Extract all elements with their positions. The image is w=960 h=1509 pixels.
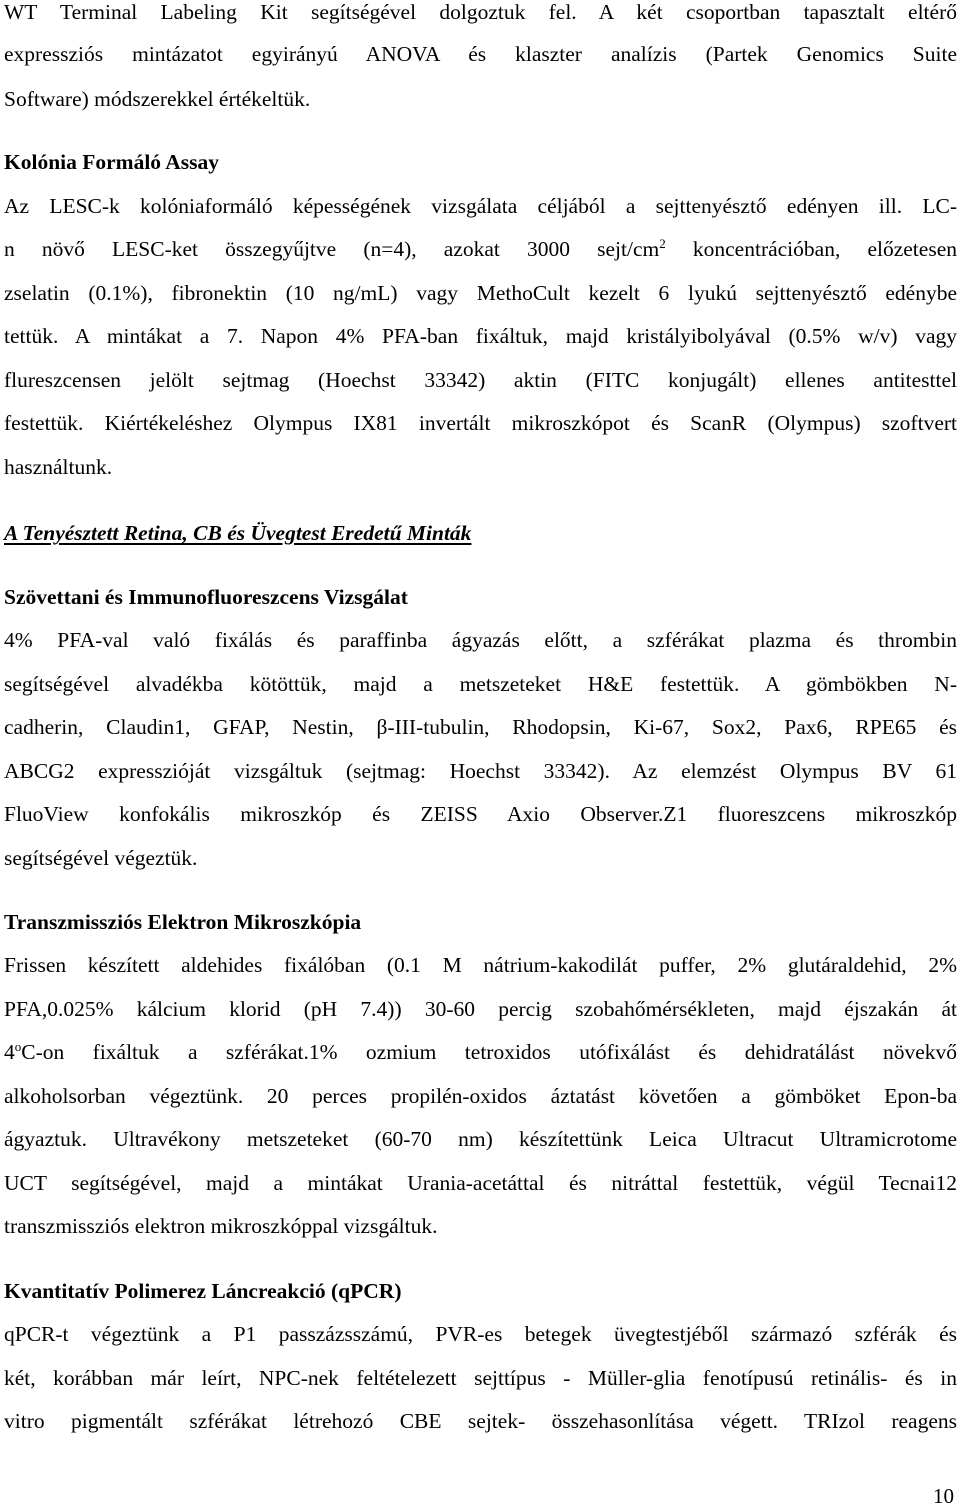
superscript: o xyxy=(14,1038,22,1054)
paragraph-line xyxy=(4,235,957,263)
paragraph-line: UCT segítségével, majd a mintákat Urania-acetáttal és nitráttal festettük, végül Tecnai12 xyxy=(4,1171,957,1195)
paragraph-line: festettük. Kiértékeléshez Olympus IX81 invertált mikroszkópot és ScanR (Olympus) szoftvert xyxy=(4,411,957,435)
section-title: A Tenyésztett Retina, CB és Üvegtest Eredetű Minták xyxy=(4,521,472,545)
paragraph-line: tettük. A mintákat a 7. Napon 4% PFA-ban fixáltuk, majd kristályibolyával (0.5% w/v) vagy xyxy=(4,324,957,348)
text-span: koncentrációban, előzetesen xyxy=(665,237,957,261)
paragraph-line: használtunk. xyxy=(4,455,113,479)
heading-histology: Szövettani és Immunofluoreszcens Vizsgálat xyxy=(4,585,408,609)
paragraph-line: Software) módszerekkel értékeltük. xyxy=(4,87,311,111)
paragraph-line: expressziós mintázatot egyirányú ANOVA és klaszter analízis (Partek Genomics Suite xyxy=(4,42,957,66)
paragraph-line: Frissen készített aldehides fixálóban (0.1 M nátrium-kakodilát puffer, 2% glutáraldehid, 2% xyxy=(4,953,957,977)
paragraph-line: segítségével végeztük. xyxy=(4,846,198,870)
text-span: C-on fixáltuk a szférákat.1% ozmium tetroxidos utófixálást és dehidratálást növekvő xyxy=(21,1040,957,1064)
paragraph-line: Az LESC-k kolóniaformáló képességének vizsgálata céljából a sejttenyésztő edényen ill. LC- xyxy=(4,194,957,218)
paragraph-line: transzmissziós elektron mikroszkóppal vizsgáltuk. xyxy=(4,1214,438,1238)
heading-qpcr: Kvantitatív Polimerez Láncreakció (qPCR) xyxy=(4,1279,402,1303)
paragraph-line: két, korábban már leírt, NPC-nek feltételezett sejttípus - Müller-glia fenotípusú retinális- és in xyxy=(4,1366,957,1390)
paragraph-line: FluoView konfokális mikroszkóp és ZEISS Axio Observer.Z1 fluoreszcens mikroszkóp xyxy=(4,802,957,826)
page-number: 10 xyxy=(933,1484,954,1508)
paragraph-line: segítségével alvadékba kötöttük, majd a metszeteket H&E festettük. A gömbökben N- xyxy=(4,672,957,696)
heading-tem: Transzmissziós Elektron Mikroszkópia xyxy=(4,910,362,934)
paragraph-line: ágyaztuk. Ultravékony metszeteket (60-70 nm) készítettünk Leica Ultracut Ultramicrotome xyxy=(4,1127,957,1151)
paragraph-line: cadherin, Claudin1, GFAP, Nestin, β-III-tubulin, Rhodopsin, Ki-67, Sox2, Pax6, RPE65 és xyxy=(4,715,957,739)
paragraph-line: 4% PFA-val való fixálás és paraffinba ágyazás előtt, a szférákat plazma és thrombin xyxy=(4,628,957,652)
paragraph-line: flureszcensen jelölt sejtmag (Hoechst 33342) aktin (FITC konjugált) ellenes antitesttel xyxy=(4,368,957,392)
paragraph-line: zselatin (0.1%), fibronektin (10 ng/mL) vagy MethoCult kezelt 6 lyukú sejttenyésztő edénybe xyxy=(4,281,957,305)
text-span: 4 xyxy=(4,1040,15,1064)
paragraph-line: vitro pigmentált szférákat létrehozó CBE sejtek- összehasonlítása végett. TRIzol reagens xyxy=(4,1409,957,1433)
paragraph-line: WT Terminal Labeling Kit segítségével dolgoztuk fel. A két csoportban tapasztalt eltérő xyxy=(4,0,957,24)
paragraph-line: alkoholsorban végeztünk. 20 perces propilén-oxidos áztatást követően a gömböket Epon-ba xyxy=(4,1084,957,1108)
text-span: n növő LESC-ket összegyűjtve (n=4), azokat 3000 sejt/cm xyxy=(4,237,660,261)
heading-colony-assay: Kolónia Formáló Assay xyxy=(4,150,220,174)
paragraph-line xyxy=(4,1038,957,1066)
paragraph-line: ABCG2 expresszióját vizsgáltuk (sejtmag: Hoechst 33342). Az elemzést Olympus BV 61 xyxy=(4,759,957,783)
paragraph-line: PFA,0.025% kálcium klorid (pH 7.4)) 30-60 percig szobahőmérsékleten, majd éjszakán át xyxy=(4,997,957,1021)
superscript: 2 xyxy=(659,235,666,251)
paragraph-line: qPCR-t végeztünk a P1 passzázsszámú, PVR-es betegek üvegtestjéből származó szférák és xyxy=(4,1322,957,1346)
